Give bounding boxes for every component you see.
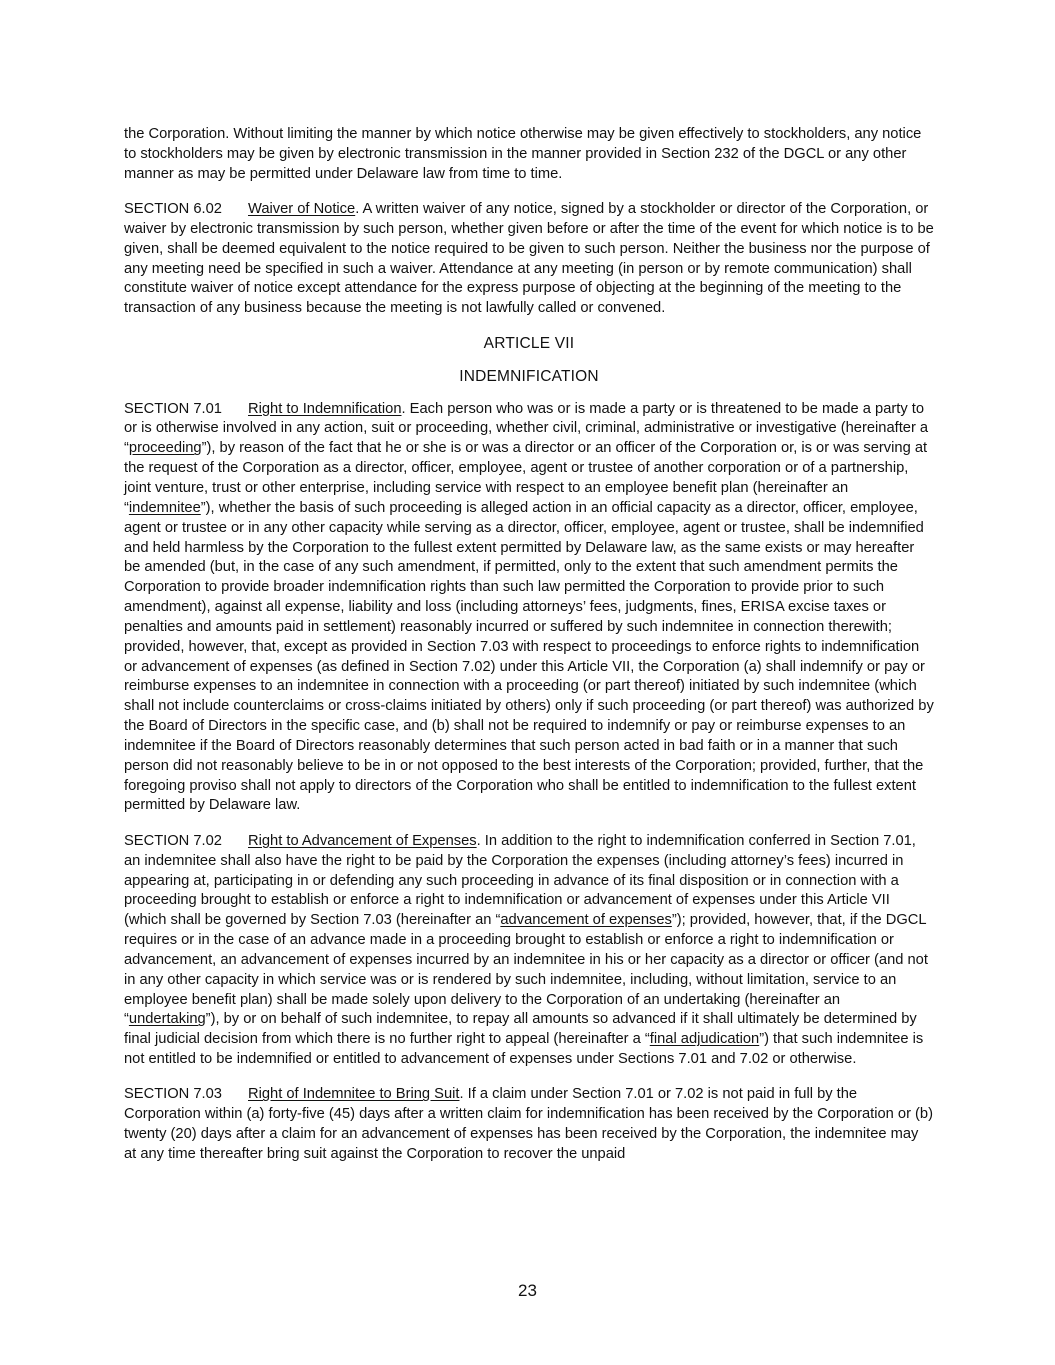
section-number: SECTION 7.02	[124, 832, 222, 849]
defined-term: final adjudication	[649, 1031, 760, 1048]
section-text: ”); provided, however, that, if the DGCL requires or in the case of an advance made in a proceeding brought to establish or enforce a right to indemnification or advancement, an advancement of expenses incurred by an indemnitee in his or her capacity as a director or officer (and not in any other capacity in which service was or is rendered by such indemnitee, including, without limitation, service to an employee benefit plan) shall be made solely upon delivery to the Corporation of an undertaking (hereinafter an “	[124, 912, 928, 1028]
section-text: ”), by reason of the fact that he or she is or was a director or an officer of the Corporation or, is or was serving at the request of the Corporation as a director, officer, employee, agent or trustee of another corporation or of a partnership, joint venture, trust or other enterprise, including service with respect to an employee benefit plan (hereinafter an “	[124, 440, 928, 516]
defined-term: undertaking	[128, 1011, 206, 1028]
section-text: ”), whether the basis of such proceeding is alleged action in an official capacity as a director, officer, employee, agent or trustee or in any other capacity while serving as a director, officer, employee, agent or trustee, shall be indemnified and held harmless by the Corporation to the fullest extent permitted by Delaware law, as the same exists or may hereafter be amended (but, in the case of any such amendment, if permitted, only to the extent that such amendment permits the Corporation to provide broader indemnification rights than such law permitted the Corporation to provide prior to such amendment), against all expense, liability and loss (including attorneys’ fees, judgments, fines, ERISA excise taxes or penalties and amounts paid in settlement) reasonably incurred or suffered by such indemnitee in connection therewith; provided, however, that, except as provided in Section 7.03 with respect to proceedings to enforce rights to indemnification or advancement of expenses (as defined in Section 7.02) under this Article VII, the Corporation (a) shall indemnify or pay or reimburse expenses to an indemnitee in connection with a proceeding (or part thereof) initiated by such indemnitee (which shall not include counterclaims or cross-claims initiated by others) only if such proceeding (or part thereof) was authorized by the Board of Directors in the specific case, and (b) shall not be required to indemnify or pay or reimburse expenses to an indemnitee if the Board of Directors reasonably determines that such person acted in bad faith or in a manner that such person did not reasonably believe to be in or not opposed to the best interests of the Corporation; provided, further, that the foregoing proviso shall not apply to directors of the Corporation who shall be entitled to indemnification to the fullest extent permitted by Delaware law.	[124, 499, 934, 814]
section-title: Right of Indemnitee to Bring Suit	[248, 1086, 460, 1103]
section-text: . Each person who was or is made a party or is threatened to be made a party to or is otherwise involved in any action, suit or proceeding, whether civil, criminal, administrative or investigative (hereinafter a “	[124, 400, 929, 457]
section-number: SECTION 7.01	[124, 400, 222, 417]
section-title: Right to Indemnification	[248, 400, 402, 417]
section-body: . A written waiver of any notice, signed by a stockholder or director of the Corporation, or waiver by electronic transmission by such person, whether given before or after the time of the event for which notice is to be given, shall be deemed equivalent to the notice required to be given to such person. Neither the business nor the purpose of any meeting need be specified in such a waiver. Attendance at any meeting (in person or by remote communication) shall constitute waiver of notice except attendance for the express purpose of objecting at the beginning of the meeting to the transaction of any business because the meeting is not lawfully called or convened.	[124, 201, 934, 317]
article-number: ARTICLE VII	[483, 334, 575, 352]
section-text: . In addition to the right to indemnification conferred in Section 7.01, an indemnitee shall also have the right to be paid by the Corporation the expenses (including attorney’s fees) incurred in appearing at, participating in or defending any such proceeding in advance of its final disposition or in connection with a proceeding brought to establish or enforce a right to indemnification or advancement of expenses under this Article VII (which shall be governed by Section 7.03 (hereinafter an “	[124, 832, 916, 929]
section-title: Waiver of Notice	[248, 201, 356, 218]
section-text: ”) that such indemnitee is not entitled to be indemnified or entitled to advancement of expenses under Sections 7.01 and 7.02 or otherwise.	[124, 1031, 924, 1068]
section-title: Right to Advancement of Expenses	[248, 832, 477, 849]
intro-text: the Corporation. Without limiting the manner by which notice otherwise may be given effectively to stockholders, any notice to stockholders may be given by electronic transmission in the manner provided in Section 232 of the DGCL or any other manner as may be permitted under Delaware law from time to time.	[124, 126, 922, 182]
section-body: . If a claim under Section 7.01 or 7.02 is not paid in full by the Corporation within (a) forty-five (45) days after a written claim for indemnification has been received by the Corporation or (b) twenty (20) days after a claim for an advancement of expenses has been received by the Corporation, the indemnitee may at any time thereafter bring suit against the Corporation to recover the unpaid	[124, 1086, 933, 1162]
defined-term: advancement of expenses	[500, 912, 672, 929]
intro-paragraph	[124, 125, 934, 185]
section-number: SECTION 7.03	[124, 1086, 222, 1103]
article-title: INDEMNIFICATION	[459, 367, 599, 385]
section-7-03	[124, 1085, 934, 1164]
section-7-02	[124, 832, 934, 1070]
defined-term: indemnitee	[128, 499, 201, 516]
defined-term: proceeding	[128, 440, 202, 457]
page-number: 23	[518, 1281, 537, 1300]
section-7-01	[124, 400, 934, 817]
section-6-02	[124, 200, 934, 319]
section-number: SECTION 6.02	[124, 201, 222, 218]
document-page	[124, 125, 934, 1180]
section-text: ”), by or on behalf of such indemnitee, to repay all amounts so advanced if it shall ultimately be determined by final judicial decision from which there is no further right to appeal (hereinafter a “	[124, 1011, 917, 1048]
